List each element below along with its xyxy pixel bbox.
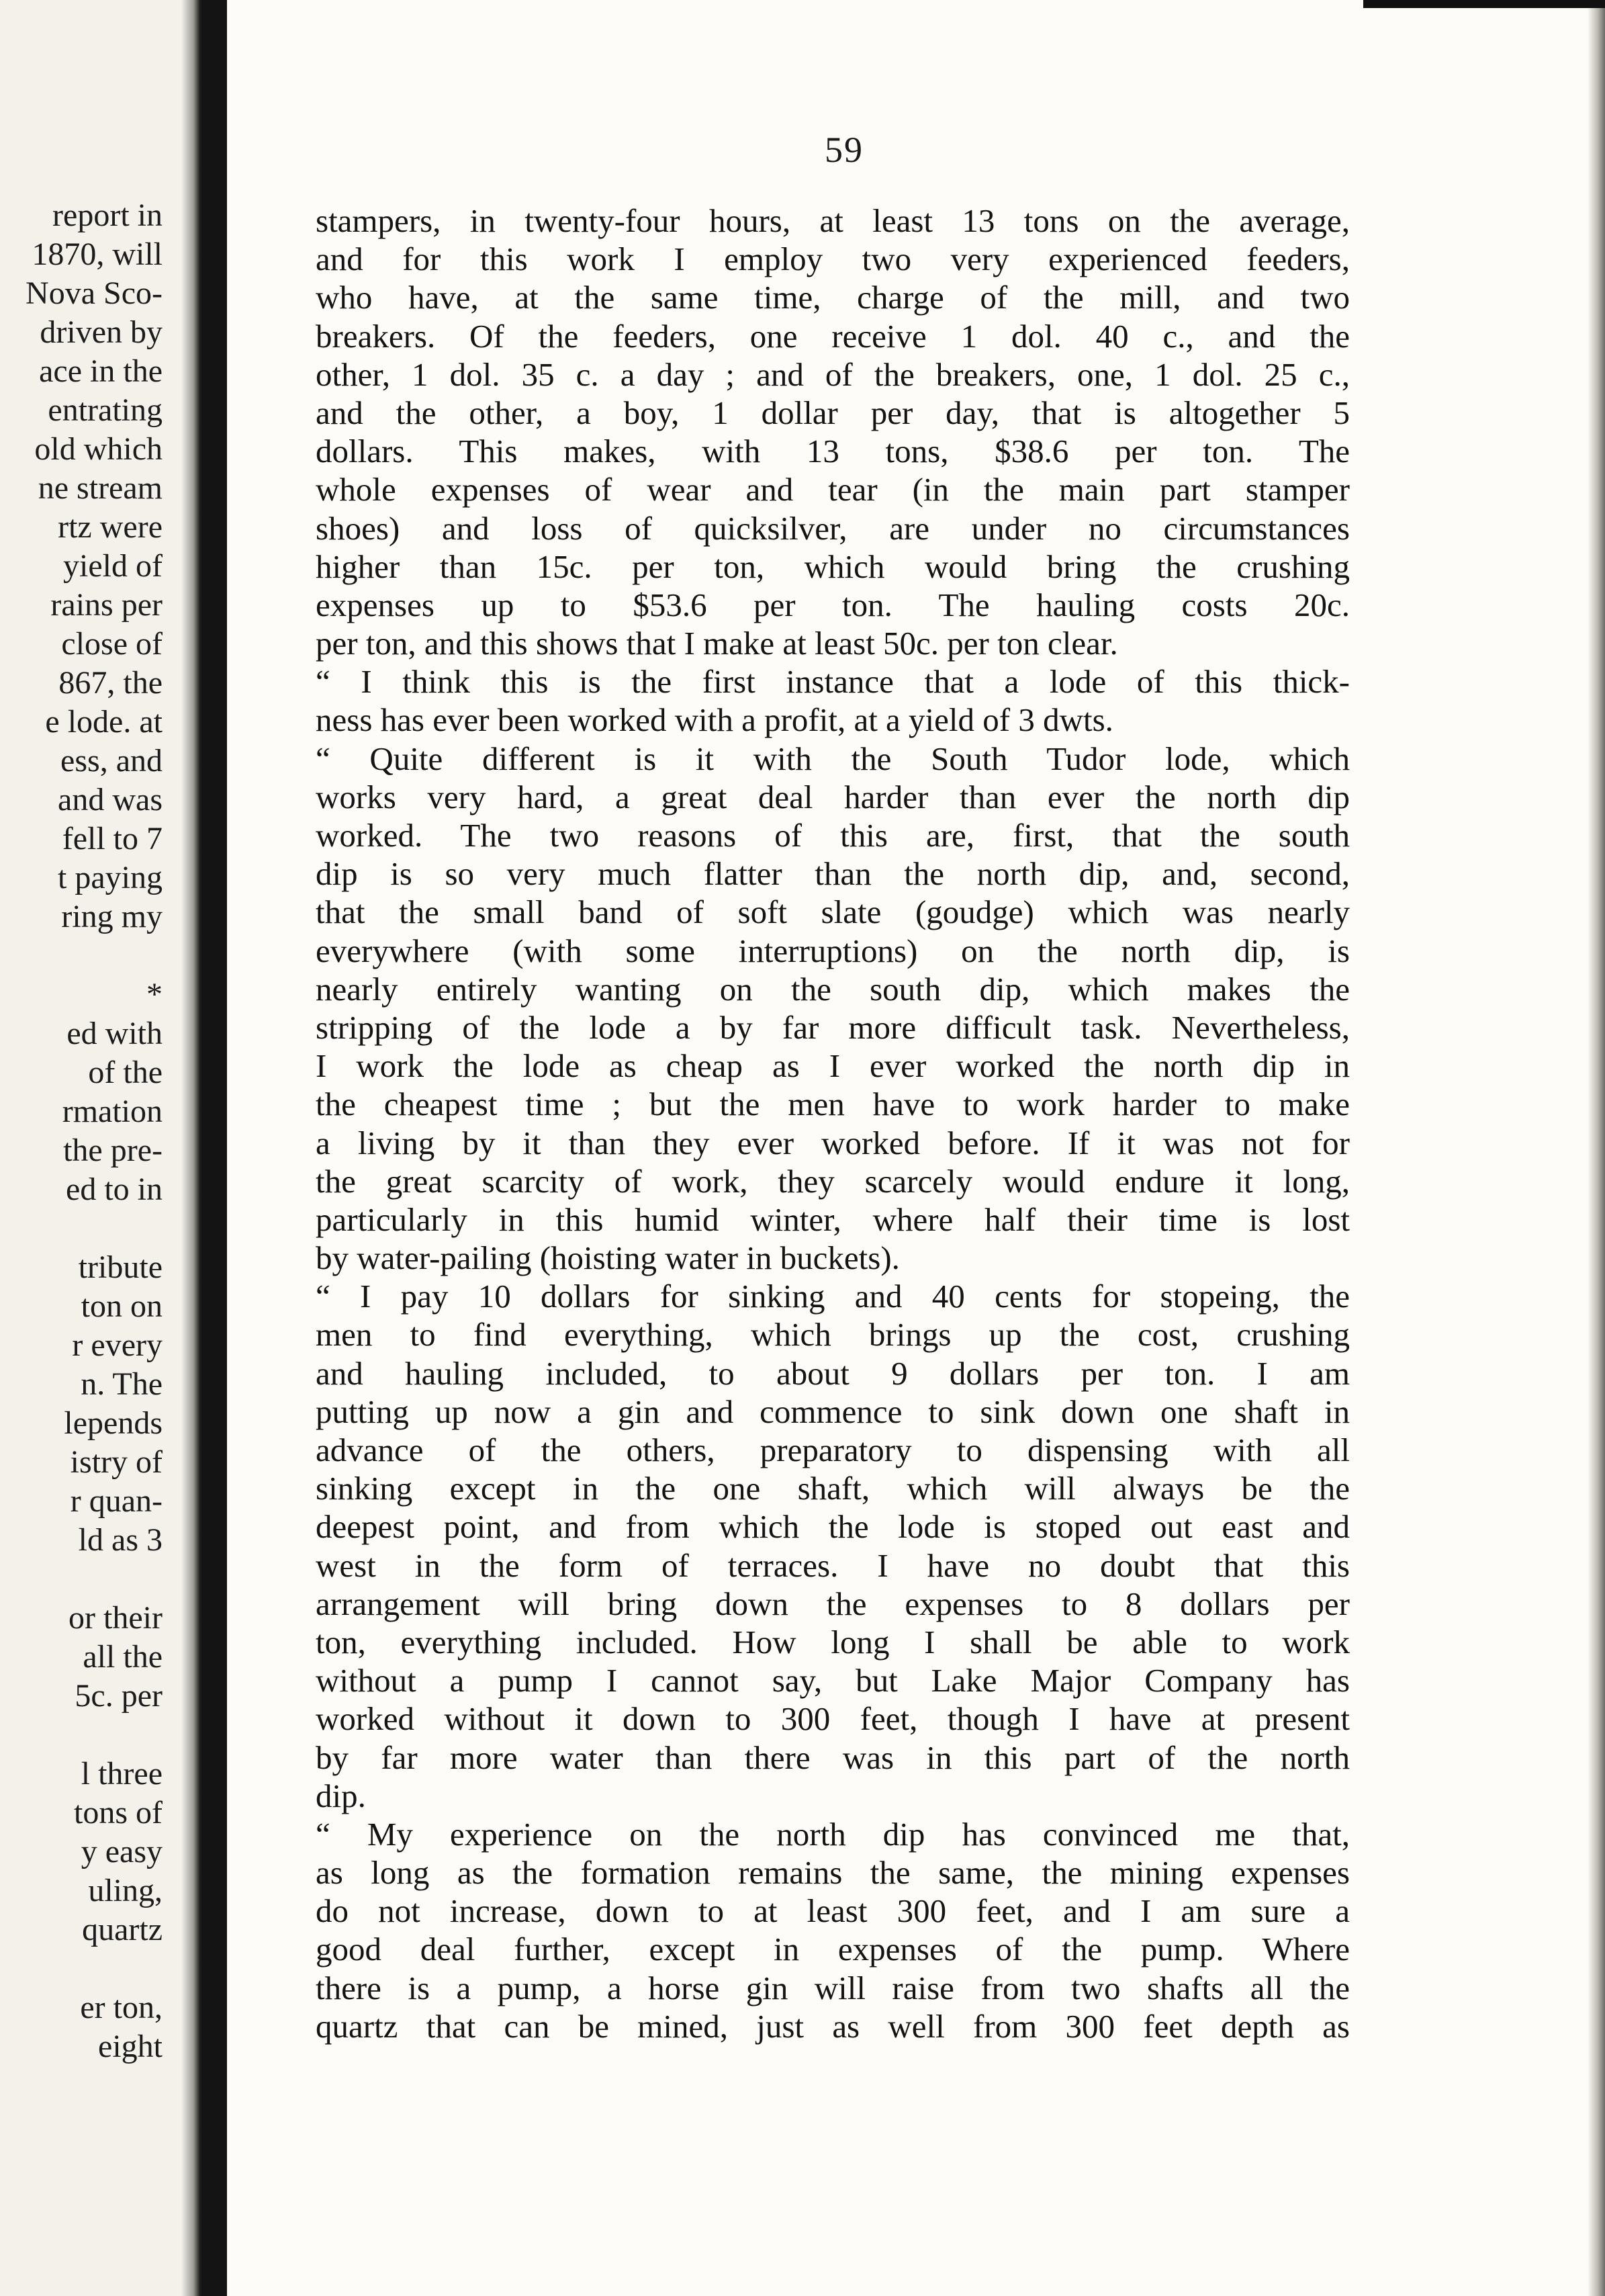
text-line: the great scarcity of work, they scarcely would endure it long, <box>316 1162 1350 1200</box>
left-page-line: rains per <box>50 587 163 623</box>
text-line: “ Quite different is it with the South Tudor lode, which <box>316 740 1350 777</box>
text-line: as long as the formation remains the same, the mining expenses <box>316 1854 1350 1892</box>
left-page-line: er ton, <box>80 1990 163 2025</box>
text-line: worked. The two reasons of this are, first, that the south <box>316 817 1350 854</box>
text-line: west in the form of terraces. I have no doubt that this <box>316 1546 1350 1584</box>
text-line: “ My experience on the north dip has convinced me that, <box>316 1815 1350 1853</box>
left-page-line: the pre- <box>63 1133 163 1168</box>
text-line: “ I pay 10 dollars for sinking and 40 cents for stopeing, the <box>316 1278 1350 1315</box>
book-gutter <box>201 0 228 2296</box>
text-line: deepest point, and from which the lode is stoped out east and <box>316 1508 1350 1546</box>
text-line: dip is so very much flatter than the north dip, and, second, <box>316 855 1350 893</box>
text-line: putting up now a gin and commence to sink down one shaft in <box>316 1393 1350 1430</box>
text-line: expenses up to $53.6 per ton. The hauling costs 20c. <box>316 586 1350 623</box>
left-page-line: close of <box>61 626 163 662</box>
left-page-line: l three <box>81 1756 163 1792</box>
text-line: higher than 15c. per ton, which would bring the crushing <box>316 547 1350 585</box>
left-page-line: tons of <box>74 1795 163 1830</box>
text-line: by water-pailing (hoisting water in buckets). <box>316 1239 900 1277</box>
left-page-line: of the <box>88 1055 163 1090</box>
left-page-line <box>0 1209 163 1248</box>
left-page-line <box>0 1716 163 1755</box>
left-page-line: ring my <box>61 899 163 934</box>
body-text <box>316 202 1350 2045</box>
left-page-line: ne stream <box>38 470 163 506</box>
left-page-line: eight <box>98 2029 163 2064</box>
text-line: do not increase, down to at least 300 feet, and I am sure a <box>316 1892 1350 1930</box>
text-line: men to find everything, which brings up the cost, crushing <box>316 1316 1350 1354</box>
text-line: there is a pump, a horse gin will raise from two shafts all the <box>316 1969 1350 2006</box>
left-page-line: uling, <box>88 1873 163 1908</box>
left-page-line: report in <box>52 197 163 233</box>
text-line: everywhere (with some interruptions) on the north dip, is <box>316 932 1350 969</box>
text-line: without a pump I cannot say, but Lake Major Company has <box>316 1662 1350 1699</box>
text-line: ton, everything included. How long I shall be able to work <box>316 1623 1350 1661</box>
text-line: breakers. Of the feeders, one receive 1 dol. 40 c., and the <box>316 317 1350 355</box>
left-page-line: fell to 7 <box>62 821 163 856</box>
text-line: stampers, in twenty-four hours, at least 13 tons on the average, <box>316 202 1350 239</box>
left-page-line: y easy <box>81 1834 163 1869</box>
text-line: and the other, a boy, 1 dollar per day, that is altogether 5 <box>316 394 1350 431</box>
left-page-line: e lode. at <box>45 704 163 740</box>
left-page-line: 867, the <box>58 665 163 701</box>
left-page-line: * <box>146 977 163 1012</box>
left-page-line: old which <box>34 431 163 467</box>
text-line: worked without it down to 300 feet, though I have at present <box>316 1700 1350 1738</box>
text-line: advance of the others, preparatory to dispensing with all <box>316 1431 1350 1468</box>
text-line: other, 1 dol. 35 c. a day ; and of the breakers, one, 1 dol. 25 c., <box>316 355 1350 393</box>
left-page-line: ld as 3 <box>78 1522 163 1558</box>
text-line: particularly in this humid winter, where half their time is lost <box>316 1200 1350 1238</box>
text-line: stripping of the lode a by far more difficult task. Nevertheless, <box>316 1008 1350 1046</box>
text-line: dip. <box>316 1777 366 1814</box>
left-page-line: lepends <box>64 1405 163 1441</box>
text-line: works very hard, a great deal harder than ever the north dip <box>316 778 1350 815</box>
left-page-line: ton on <box>81 1288 163 1324</box>
text-line: and for this work I employ two very experienced feeders, <box>316 240 1350 278</box>
left-page-line: driven by <box>40 314 163 350</box>
left-page-line <box>0 1560 163 1599</box>
scan-border <box>1363 0 1605 8</box>
text-line: I work the lode as cheap as I ever worked the north dip in <box>316 1047 1350 1085</box>
page-number: 59 <box>825 130 864 170</box>
text-line: quartz that can be mined, just as well from 300 feet depth as <box>316 2007 1350 2045</box>
text-line: the cheapest time ; but the men have to work harder to make <box>316 1086 1350 1123</box>
text-line: arrangement will bring down the expenses to 8 dollars per <box>316 1585 1350 1622</box>
text-line: and hauling included, to about 9 dollars per ton. I am <box>316 1354 1350 1392</box>
left-page-line: t paying <box>58 860 163 895</box>
left-page-line: Nova Sco- <box>26 275 163 311</box>
text-line: whole expenses of wear and tear (in the main part stamper <box>316 471 1350 509</box>
left-page-line: quartz <box>82 1912 163 1947</box>
page-edge-shadow <box>1588 0 1605 2296</box>
left-page-text <box>0 196 163 2066</box>
text-line: per ton, and this shows that I make at least 50c. per ton clear. <box>316 625 1118 662</box>
left-page-line: ed to in <box>66 1172 163 1207</box>
text-line: a living by it than they ever worked before. If it was not for <box>316 1124 1350 1161</box>
left-page-line: ed with <box>66 1016 163 1051</box>
left-page-line: n. The <box>81 1366 163 1402</box>
left-page-line: ace in the <box>39 353 163 389</box>
text-line: shoes) and loss of quicksilver, are under no circumstances <box>316 509 1350 547</box>
left-page-line: all the <box>83 1639 163 1675</box>
left-page-line: tribute <box>78 1249 163 1285</box>
text-line: nearly entirely wanting on the south dip, which makes the <box>316 970 1350 1008</box>
left-page-line: 1870, will <box>32 236 163 272</box>
left-page-line: yield of <box>63 548 163 584</box>
text-line: who have, at the same time, charge of the mill, and two <box>316 279 1350 316</box>
text-line: ness has ever been worked with a profit, at a yield of 3 dwts. <box>316 701 1113 739</box>
left-page-line <box>0 936 163 975</box>
text-line: sinking except in the one shaft, which will always be the <box>316 1470 1350 1507</box>
left-page-line: rtz were <box>58 509 163 545</box>
text-line: dollars. This makes, with 13 tons, $38.6 per ton. The <box>316 433 1350 470</box>
left-page-line: r quan- <box>70 1483 163 1519</box>
text-line: that the small band of soft slate (goudge) which was nearly <box>316 893 1350 931</box>
text-line: by far more water than there was in this part of the north <box>316 1738 1350 1776</box>
left-page-line: rmation <box>62 1094 163 1129</box>
left-page-line: entrating <box>48 392 163 428</box>
left-page-line <box>0 1949 163 1988</box>
left-page-line: or their <box>68 1600 163 1636</box>
left-page-line: istry of <box>70 1444 163 1480</box>
left-page-line: and was <box>58 782 163 818</box>
left-page-line: ess, and <box>60 743 163 779</box>
text-line: “ I think this is the first instance that a lode of this thick- <box>316 663 1350 701</box>
left-page-line: 5c. per <box>75 1678 163 1714</box>
left-page-line: r every <box>72 1327 163 1363</box>
text-line: good deal further, except in expenses of the pump. Where <box>316 1931 1350 1968</box>
